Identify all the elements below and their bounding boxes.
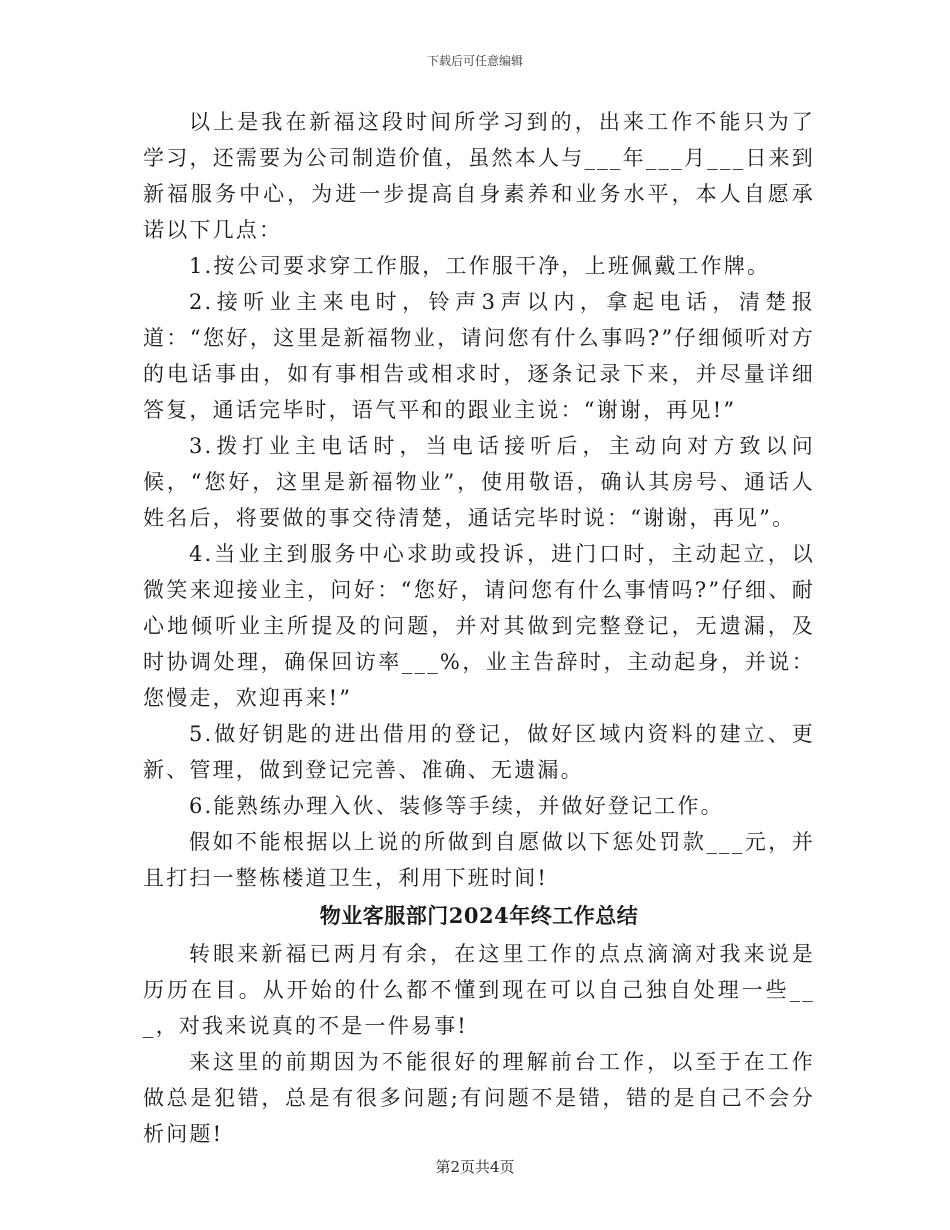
page-number: 第2页共4页 <box>435 1158 515 1176</box>
paragraph-item-3: 3.拨打业主电话时，当电话接听后，主动向对方致以问候，“您好，这里是新福物业”，使用敬语，确认其房号、通话人姓名后，将要做的事交待清楚，通话完毕时说：“谢谢，再见”。 <box>143 434 815 530</box>
section-title: 物业客服部门2024年终工作总结 <box>319 903 639 928</box>
paragraph-summary-1: 转眼来新福已两月有余，在这里工作的点点滴滴对我来说是历历在目。从开始的什么都不懂到现在可以自己独自处理一些___，对我来说真的不是一件易事! <box>143 942 815 1038</box>
paragraph-item-2: 2.接听业主来电时，铃声3声以内，拿起电话，清楚报道：“您好，这里是新福物业，请问您有什么事吗?”仔细倾听对方的电话事由，如有事相告或相求时，逐条记录下来，并尽量详细答复，通话完毕时，语气平和的跟业主说：“谢谢，再见!” <box>143 290 815 422</box>
paragraph-item-6: 6.能熟练办理入伙、装修等手续，并做好登记工作。 <box>189 794 724 818</box>
paragraph-penalty: 假如不能根据以上说的所做到自愿做以下惩处罚款___元，并且打扫一整栋楼道卫生，利用下班时间! <box>143 830 815 890</box>
paragraph-summary-2: 来这里的前期因为不能很好的理解前台工作，以至于在工作做总是犯错，总是有很多问题;有问题不是错，错的是自己不会分析问题! <box>143 1050 815 1146</box>
document-body <box>143 104 815 1152</box>
page-header-note: 下载后可任意编辑 <box>426 54 523 68</box>
paragraph-item-1: 1.按公司要求穿工作服，工作服干净，上班佩戴工作牌。 <box>189 254 771 278</box>
paragraph-intro: 以上是我在新福这段时间所学习到的，出来工作不能只为了学习，还需要为公司制造价值，虽然本人与___年___月___日来到新福服务中心，为进一步提高自身素养和业务水平，本人自愿承诺以下几点： <box>143 110 815 242</box>
paragraph-item-4: 4.当业主到服务中心求助或投诉，进门口时，主动起立，以微笑来迎接业主，问好：“您好，请问您有什么事情吗?”仔细、耐心地倾听业主所提及的问题，并对其做到完整登记，无遗漏，及时协调处理，确保回访率___%，业主告辞时，主动起身，并说：您慢走，欢迎再来!” <box>143 542 815 710</box>
paragraph-item-5: 5.做好钥匙的进出借用的登记，做好区域内资料的建立、更新、管理，做到登记完善、准确、无遗漏。 <box>143 722 815 782</box>
